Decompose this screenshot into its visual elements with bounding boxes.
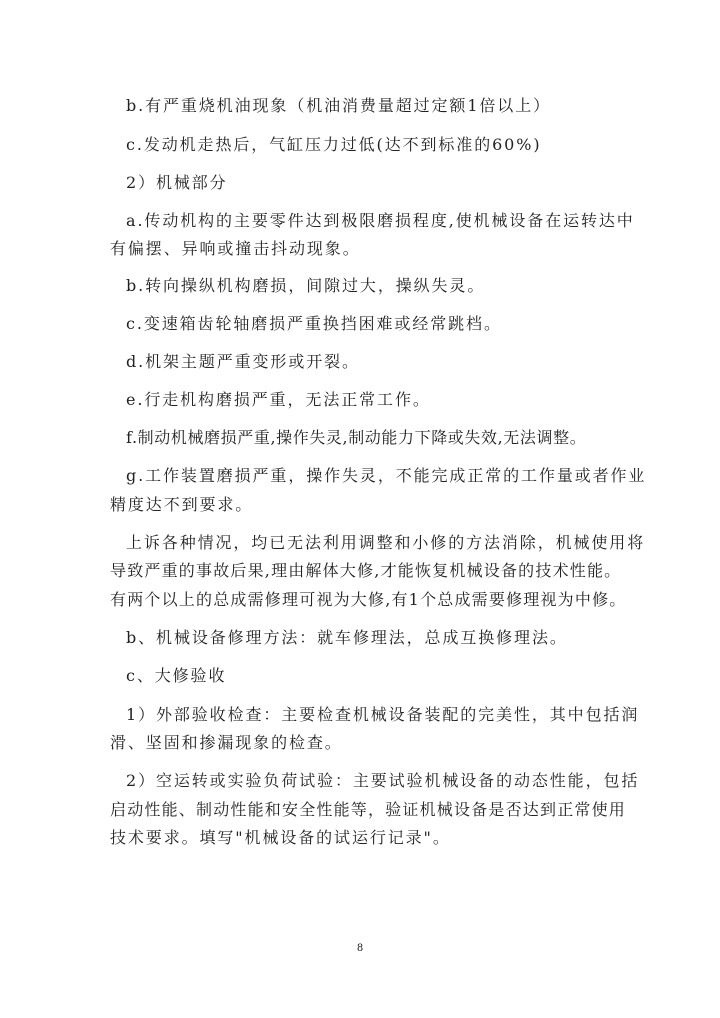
paragraph-line: e.行走机构磨损严重，无法正常工作。 [126, 390, 431, 409]
paragraph-line: b.有严重烧机油现象（机油消费量超过定额1倍以上） [126, 96, 552, 115]
section-heading: c、大修验收 [126, 666, 227, 685]
paragraph-line: 导致严重的事故后果,理由解体大修,才能恢复机械设备的技术性能。 [110, 561, 622, 580]
paragraph-line: d.机架主题严重变形或开裂。 [126, 352, 360, 371]
paragraph-line: b、机械设备修理方法：就车修理法，总成互换修理法。 [126, 628, 568, 647]
paragraph-line: c.发动机走热后，气缸压力过低(达不到标准的60%) [126, 135, 542, 154]
paragraph-line: 精度达不到要求。 [110, 495, 254, 514]
paragraph-line: 上诉各种情况，均已无法利用调整和小修的方法消除，机械使用将 [126, 533, 646, 552]
paragraph-line: f.制动机械磨损严重,操作失灵,制动能力下降或失效,无法调整。 [126, 428, 587, 447]
paragraph-line: 有两个以上的总成需修理可视为大修,有1个总成需要修理视为中修。 [110, 590, 627, 609]
paragraph-line: 有偏摆、异响或撞击抖动现象。 [110, 239, 361, 258]
paragraph-line: 1）外部验收检查：主要检查机械设备装配的完美性，其中包括润 [126, 705, 640, 724]
page-number: 8 [356, 943, 364, 954]
paragraph-line: 技术要求。填写"机械设备的试运行记录"。 [110, 828, 451, 847]
paragraph-line: 启动性能、制动性能和安全性能等，验证机械设备是否达到正常使用 [110, 800, 627, 819]
section-heading: 2）机械部分 [126, 173, 228, 192]
paragraph-line: g.工作装置磨损严重，操作失灵，不能完成正常的工作量或者作业 [126, 466, 647, 485]
paragraph-line: a.传动机构的主要零件达到极限磨损程度,使机械设备在运转达中 [126, 211, 635, 230]
paragraph-line: c.变速箱齿轮轴磨损严重换挡困难或经常跳档。 [126, 314, 502, 333]
paragraph-line: 滑、坚固和掺漏现象的检查。 [110, 733, 343, 752]
paragraph-line: b.转向操纵机构磨损，间隙过大，操纵失灵。 [126, 276, 486, 295]
paragraph-line: 2）空运转或实验负荷试验：主要试验机械设备的动态性能，包括 [126, 771, 640, 790]
